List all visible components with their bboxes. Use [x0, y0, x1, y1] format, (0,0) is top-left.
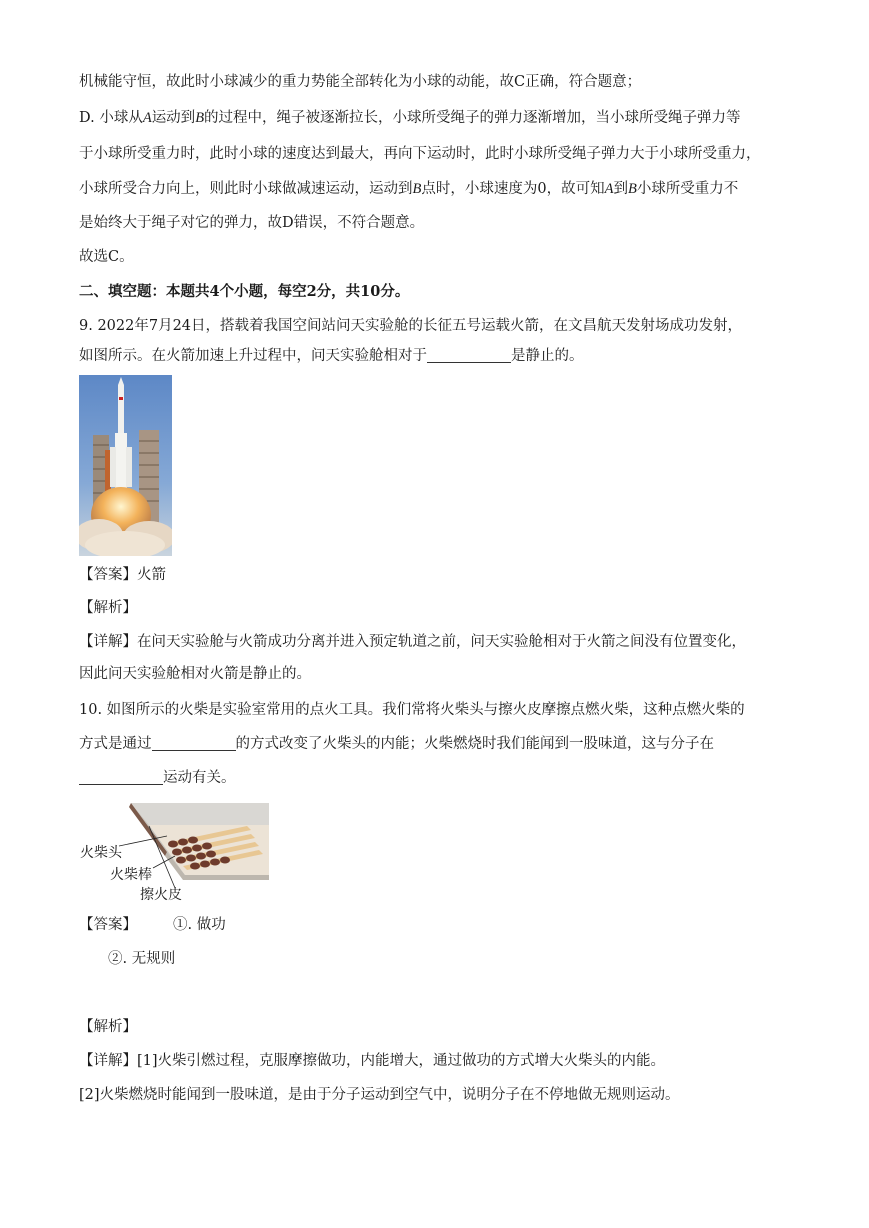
- answer-10: [79, 915, 226, 935]
- point-a: A: [604, 181, 614, 197]
- label-match-head: 火柴头: [80, 845, 122, 861]
- text-line: 故选C。: [79, 249, 134, 265]
- label-match-stick: 火柴棒: [110, 867, 152, 883]
- detail-10-cont: [2]火柴燃烧时能闻到一股味道，是由于分子运动到空气中，说明分子在不停地做无规则运动。: [79, 1087, 680, 1103]
- text-span: 到: [613, 181, 628, 197]
- answer-10-2: ②. 无规则: [108, 951, 176, 967]
- text-span: 的过程中，绳子被逐渐拉长，小球所受绳子的弹力逐渐增加，当小球所受绳子弹力等: [204, 110, 741, 126]
- text-span: 小球所受合力向上，则此时小球做减速运动，运动到: [79, 181, 413, 197]
- text-line: 是始终大于绳子对它的弹力，故D错误，不符合题意。: [79, 215, 425, 231]
- question-10: 10. 如图所示的火柴是实验室常用的点火工具。我们常将火柴头与擦火皮摩擦点燃火柴，这种点燃火柴的: [79, 702, 745, 718]
- answer-blank: [152, 736, 236, 751]
- text-span: 如图所示。在火箭加速上升过程中，问天实验舱相对于: [79, 348, 427, 364]
- text-span: 小球所受重力不: [636, 181, 739, 197]
- text-span: 方式是通过: [79, 736, 152, 752]
- analysis-9: 【解析】: [79, 600, 137, 616]
- text-span: 是静止的。: [511, 348, 584, 364]
- detail-9: 【详解】在问天实验舱与火箭成功分离并进入预定轨道之前，问天实验舱相对于火箭之间没有位置变化，: [79, 634, 746, 650]
- text-span: D. 小球从: [79, 110, 143, 126]
- question-9-cont: [79, 346, 584, 366]
- text-line: 于小球所受重力时，此时小球的速度达到最大，再向下运动时，此时小球所受绳子弹力大于小球所受重力，: [79, 146, 761, 162]
- section-heading: 二、填空题：本题共4个小题，每空2分，共10分。: [79, 283, 410, 300]
- label-striker: 擦火皮: [140, 887, 182, 903]
- text-line: 机械能守恒，故此时小球减少的重力势能全部转化为小球的动能，故C正确，符合题意；: [79, 74, 642, 90]
- point-a: A: [142, 110, 152, 126]
- answer-blank: [427, 348, 511, 363]
- point-b: B: [412, 181, 422, 197]
- text-line: [79, 179, 738, 199]
- point-b: B: [627, 181, 637, 197]
- text-span: 运动有关。: [163, 770, 236, 786]
- answer-label: 【答案】: [79, 917, 137, 933]
- question-10-cont2: [79, 768, 236, 788]
- answer-blank: [79, 770, 163, 785]
- answer-9: 【答案】火箭: [79, 567, 166, 583]
- text-span: 的方式改变了火柴头的内能；火柴燃烧时我们能闻到一股味道，这与分子在: [235, 736, 714, 752]
- point-b: B: [195, 110, 205, 126]
- detail-9-cont: 因此问天实验舱相对火箭是静止的。: [79, 666, 311, 682]
- answer-1: ①. 做功: [173, 917, 226, 933]
- rocket-launch-image: [79, 375, 172, 556]
- question-9: 9. 2022年7月24日，搭载着我国空间站问天实验舱的长征五号运载火箭，在文昌航天发射场成功发射，: [79, 318, 743, 334]
- option-d-line: [79, 108, 741, 128]
- detail-10: 【详解】[1]火柴引燃过程，克服摩擦做功，内能增大，通过做功的方式增大火柴头的内能。: [79, 1053, 666, 1069]
- text-span: 点时，小球速度为0，故可知: [421, 181, 605, 197]
- text-span: 运动到: [151, 110, 196, 126]
- analysis-10: 【解析】: [79, 1019, 137, 1035]
- question-10-cont: [79, 734, 714, 754]
